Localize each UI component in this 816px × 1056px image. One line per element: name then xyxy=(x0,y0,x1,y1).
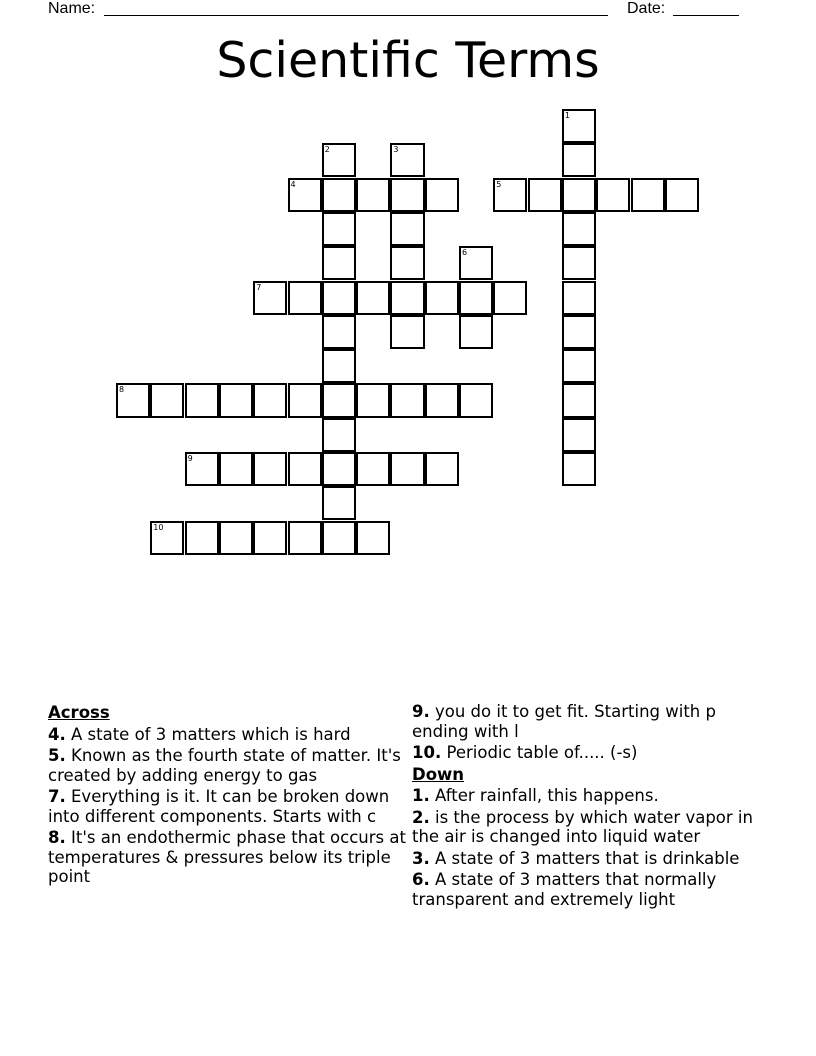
grid-cell[interactable] xyxy=(322,418,356,452)
clue-text: is the process by which water vapor in the air is changed into liquid water xyxy=(412,807,753,846)
grid-cell[interactable] xyxy=(322,486,356,520)
puzzle-title: Scientific Terms xyxy=(216,32,600,89)
clue-down-3 xyxy=(412,849,762,869)
grid-cell[interactable] xyxy=(150,521,184,555)
clue-text: A state of 3 matters which is hard xyxy=(71,724,351,744)
grid-cell[interactable] xyxy=(493,178,527,212)
grid-cell[interactable] xyxy=(390,178,424,212)
grid-cell[interactable] xyxy=(322,315,356,349)
grid-cell[interactable] xyxy=(596,178,630,212)
cell-number: 1 xyxy=(564,111,570,120)
grid-cell[interactable] xyxy=(185,383,219,417)
grid-cell[interactable] xyxy=(459,315,493,349)
grid-cell[interactable] xyxy=(390,383,424,417)
grid-cell[interactable] xyxy=(288,452,322,486)
grid-cell[interactable] xyxy=(356,521,390,555)
grid-cell[interactable] xyxy=(562,212,596,246)
grid-cell[interactable] xyxy=(459,383,493,417)
cell-number: 9 xyxy=(187,454,193,463)
grid-cell[interactable] xyxy=(562,452,596,486)
grid-cell[interactable] xyxy=(322,349,356,383)
grid-cell[interactable] xyxy=(631,178,665,212)
grid-cell[interactable] xyxy=(253,521,287,555)
clue-number: 9. xyxy=(412,702,430,721)
clue-text: A state of 3 matters that normally transparent and extremely light xyxy=(412,870,717,909)
grid-cell[interactable] xyxy=(390,212,424,246)
clue-number: 1. xyxy=(412,786,430,805)
grid-cell[interactable] xyxy=(322,521,356,555)
grid-cell[interactable] xyxy=(459,246,493,280)
clue-number: 3. xyxy=(412,848,430,868)
grid-cell[interactable] xyxy=(150,383,184,417)
clue-text: Known as the fourth state of matter. It's created by adding energy to gas xyxy=(48,746,401,785)
cell-number: 8 xyxy=(119,385,125,395)
cell-number: 4 xyxy=(290,179,296,189)
cell-number: 3 xyxy=(393,145,399,155)
grid-cell[interactable] xyxy=(219,521,253,555)
grid-cell[interactable] xyxy=(288,521,322,555)
clue-down-2 xyxy=(412,808,762,847)
cell-number: 5 xyxy=(496,179,502,189)
grid-cell[interactable] xyxy=(322,246,356,280)
grid-cell[interactable] xyxy=(562,383,596,417)
grid-cell[interactable] xyxy=(322,212,356,246)
grid-cell[interactable] xyxy=(425,383,459,417)
grid-cell[interactable] xyxy=(219,452,253,486)
cell-number: 2 xyxy=(324,145,330,155)
clue-down-6 xyxy=(412,870,762,909)
grid-cell[interactable] xyxy=(356,178,390,212)
clue-across-5 xyxy=(48,746,406,785)
grid-cell[interactable] xyxy=(425,452,459,486)
grid-cell[interactable] xyxy=(562,109,596,143)
grid-cell[interactable] xyxy=(562,315,596,349)
clue-down-1 xyxy=(412,786,762,806)
grid-cell[interactable] xyxy=(288,383,322,417)
clue-text: Periodic table of..... (-s) xyxy=(446,743,638,762)
grid-cell[interactable] xyxy=(288,281,322,315)
grid-cell[interactable] xyxy=(185,452,219,486)
clue-across-4 xyxy=(48,725,406,745)
grid-cell[interactable] xyxy=(528,178,562,212)
clues-column-right xyxy=(412,702,762,911)
cell-number: 6 xyxy=(462,248,468,258)
clue-number: 7. xyxy=(48,787,66,806)
clue-across-7 xyxy=(48,787,406,826)
grid-cell[interactable] xyxy=(322,143,356,177)
grid-cell[interactable] xyxy=(253,452,287,486)
grid-cell[interactable] xyxy=(390,315,424,349)
clue-text: you do it to get fit. Starting with p ending with l xyxy=(412,702,716,741)
clue-number: 4. xyxy=(48,724,66,744)
grid-cell[interactable] xyxy=(322,178,356,212)
cell-number: 10 xyxy=(153,522,164,532)
grid-cell[interactable] xyxy=(390,246,424,280)
grid-cell[interactable] xyxy=(562,143,596,177)
grid-cell[interactable] xyxy=(253,383,287,417)
grid-cell[interactable] xyxy=(562,349,596,383)
date-label: Date: xyxy=(627,0,666,17)
grid-cell[interactable] xyxy=(356,452,390,486)
grid-cell[interactable] xyxy=(562,246,596,280)
grid-cell[interactable] xyxy=(390,281,424,315)
grid-cell[interactable] xyxy=(356,383,390,417)
clue-text: Everything is it. It can be broken down into different components. Starts with c xyxy=(48,787,390,826)
clue-number: 5. xyxy=(48,746,66,765)
grid-cell[interactable] xyxy=(288,178,322,212)
grid-cell[interactable] xyxy=(356,281,390,315)
clue-across-9 xyxy=(412,702,762,741)
clue-text: After rainfall, this happens. xyxy=(435,786,659,805)
clue-number: 10. xyxy=(412,743,442,762)
clue-number: 2. xyxy=(412,807,430,827)
grid-cell[interactable] xyxy=(185,521,219,555)
cell-number: 7 xyxy=(256,282,262,292)
clue-across-10 xyxy=(412,743,762,763)
clue-number: 6. xyxy=(412,870,430,889)
clue-number: 8. xyxy=(48,828,66,847)
grid-cell[interactable] xyxy=(425,178,459,212)
grid-cell[interactable] xyxy=(219,383,253,417)
grid-cell[interactable] xyxy=(390,143,424,177)
grid-cell[interactable] xyxy=(322,452,356,486)
clue-across-8 xyxy=(48,828,406,887)
clue-text: A state of 3 matters that is drinkable xyxy=(435,848,740,868)
clue-text: It's an endothermic phase that occurs at temperatures & pressures below its triple point xyxy=(48,828,406,886)
across-heading: Across xyxy=(48,703,110,722)
down-heading: Down xyxy=(412,764,465,784)
grid-cell[interactable] xyxy=(562,281,596,315)
grid-cell[interactable] xyxy=(665,178,699,212)
grid-cell[interactable] xyxy=(459,281,493,315)
grid-cell[interactable] xyxy=(562,178,596,212)
grid-cell[interactable] xyxy=(390,452,424,486)
grid-cell[interactable] xyxy=(253,281,287,315)
grid-cell[interactable] xyxy=(322,281,356,315)
clues-column-left xyxy=(48,702,406,889)
name-label: Name: xyxy=(48,0,96,17)
grid-cell[interactable] xyxy=(562,418,596,452)
grid-cell[interactable] xyxy=(322,383,356,417)
grid-cell[interactable] xyxy=(116,383,150,417)
grid-cell[interactable] xyxy=(425,281,459,315)
grid-cell[interactable] xyxy=(493,281,527,315)
